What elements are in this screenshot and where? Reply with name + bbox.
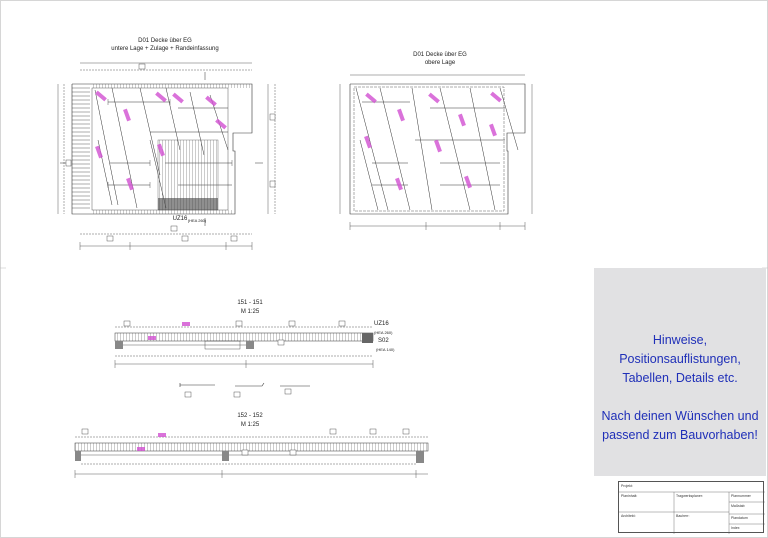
section-151-scale: M 1:25 bbox=[240, 309, 260, 315]
section-151-beam-label: UZ16 bbox=[374, 321, 389, 327]
section-151-support-section: (HEA 140) bbox=[376, 347, 395, 352]
section-152-scale: M 1:25 bbox=[240, 422, 260, 428]
tb-index: Index bbox=[731, 526, 740, 530]
note-line-3: Nach deinen Wünschen und bbox=[601, 409, 759, 423]
section-152-drawing bbox=[75, 437, 428, 478]
tb-projekt: Projekt: bbox=[621, 484, 633, 488]
tb-bauherr: Bauherr: bbox=[676, 514, 690, 518]
plan-left-subtitle: untere Lage + Zulage + Randeinfassung bbox=[111, 46, 219, 52]
tb-tragwerksplaner: Tragwerksplaner: bbox=[676, 494, 703, 498]
title-block-grid bbox=[619, 482, 765, 534]
plan-left-drawing bbox=[58, 63, 275, 250]
note-line-1: Hinweise, Positionsauflistungen, bbox=[619, 333, 741, 366]
section-152-title: 152 - 152 bbox=[237, 413, 263, 419]
plan-left-title: D01 Decke über EG bbox=[138, 38, 192, 44]
tb-architekt: Architekt: bbox=[621, 514, 636, 518]
plan-right-subtitle: obere Lage bbox=[424, 60, 456, 66]
note-line-4: passend zum Bauvorhaben! bbox=[602, 428, 758, 442]
section-151-support-label: S02 bbox=[378, 338, 389, 344]
plan-left-beam-section: (HEA 260) bbox=[187, 218, 207, 223]
tb-planinhalt: Planinhalt: bbox=[621, 494, 638, 498]
title-block bbox=[618, 481, 764, 533]
notes-panel bbox=[594, 268, 766, 476]
note-line-2: Tabellen, Details etc. bbox=[622, 371, 738, 385]
tb-massstab: Maßstab bbox=[731, 504, 745, 508]
plan-left-beam-label: UZ16 bbox=[172, 216, 188, 222]
plan-right-title: D01 Decke über EG bbox=[413, 52, 467, 58]
section-151-beam-section: (HEA 260) bbox=[374, 330, 393, 335]
tb-plandatum: Plandatum bbox=[731, 516, 748, 520]
tb-plannummer: Plannummer bbox=[731, 494, 751, 498]
section-151-title: 151 - 151 bbox=[237, 300, 263, 306]
